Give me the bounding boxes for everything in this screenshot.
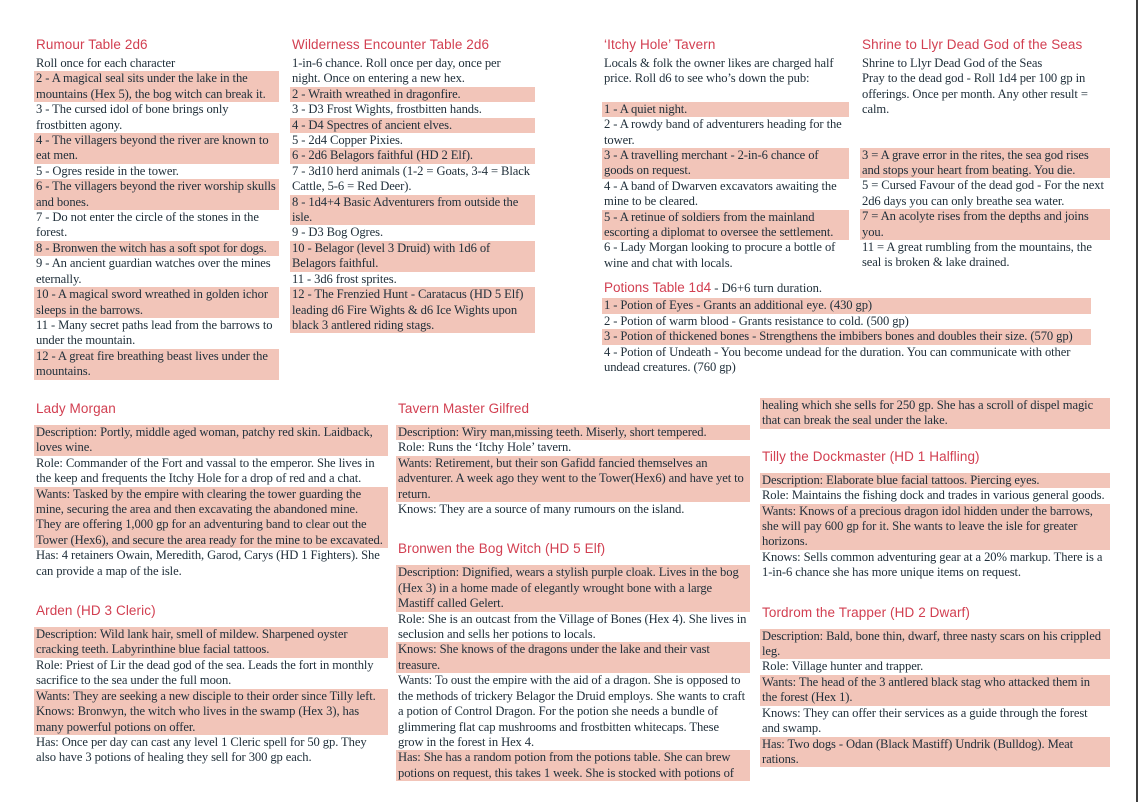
text-row-highlighted: Description: Wild lank hair, smell of mildew. Sharpened oyster cracking teeth. Labyrinthine blue facial tattoos. xyxy=(34,627,388,658)
shrine-rows xyxy=(862,56,1110,271)
text-row-highlighted: 2 - Wraith wreathed in dragonfire. xyxy=(290,87,535,102)
text-row: 1-in-6 chance. Roll once per day, once per night. Once on entering a new hex. xyxy=(292,56,501,86)
text-row: Role: Runs the ‘Itchy Hole’ tavern. xyxy=(398,440,572,455)
text-row: Knows: They can offer their services as a guide through the forest and swamp. xyxy=(762,705,1088,736)
section-title: Rumour Table 2d6 xyxy=(36,37,148,52)
text-row: Has: 4 retainers Owain, Meredith, Garod, Carys (HD 1 Fighters). She can provide a map of the isle. xyxy=(36,548,380,578)
text-row: Has: Once per day can cast any level 1 Cleric spell for 50 gp. They also have 3 potions of healing they sell for 300 gp each. xyxy=(36,734,367,765)
npc-title: Arden (HD 3 Cleric) xyxy=(36,603,156,619)
text-row-highlighted: 5 - A retinue of soldiers from the mainland escorting a diplomat to oversee the settlement. xyxy=(602,210,849,241)
text-row: 9 - D3 Bog Ogres. xyxy=(292,225,383,240)
text-row: Role: Village hunter and trapper. xyxy=(762,659,924,674)
npc-lady-morgan xyxy=(36,401,388,579)
section-title: Wilderness Encounter Table 2d6 xyxy=(292,37,490,52)
text-row-highlighted: Description: Portly, middle aged woman, patchy red skin. Laidback, loves wine. xyxy=(34,425,388,456)
text-row-highlighted: 12 - The Frenzied Hunt - Caratacus (HD 5 Elf) leading d6 Fire Wights & d6 Ice Wights upon black 3 antlered riding stags. xyxy=(290,287,535,333)
text-row-highlighted: 1 - A quiet night. xyxy=(602,102,849,117)
npc-bronwen-continuation xyxy=(762,398,1110,429)
potions-rows xyxy=(604,298,1091,375)
text-row-highlighted: 12 - A great fire breathing beast lives under the mountains. xyxy=(34,349,279,380)
text-row: Role: Priest of Lir the dead god of the sea. Leads the fort in monthly sacrifice to the sea under the full moon. xyxy=(36,657,374,688)
text-row: 4 - A band of Dwarven excavators awaiting the mine to be cleared. xyxy=(604,178,837,209)
text-row-highlighted: 2 - A magical seal sits under the lake in the mountains (Hex 5), the bog witch can break it. xyxy=(34,71,279,102)
text-row-highlighted: 3 = A grave error in the rites, the sea god rises and stops your heart from beating. You die. xyxy=(860,148,1110,179)
text-row: 5 - Ogres reside in the tower. xyxy=(36,163,179,178)
text-row: 9 - An ancient guardian watches over the mines eternally. xyxy=(36,256,271,286)
text-row-highlighted: 1 - Potion of Eyes - Grants an additional eye. (430 gp) xyxy=(602,298,1091,313)
text-row-highlighted: Description: Bald, bone thin, dwarf, three nasty scars on his crippled leg. xyxy=(760,629,1110,660)
text-row: 3 - The cursed idol of bone brings only frostbitten agony. xyxy=(36,102,229,132)
text-row: Role: Maintains the fishing dock and trades in various general goods. xyxy=(762,488,1105,503)
potions-subtitle: - D6+6 turn duration. xyxy=(711,281,823,295)
npc-title: Lady Morgan xyxy=(36,401,116,416)
page-edge-line xyxy=(1136,0,1138,802)
npc-rows xyxy=(762,473,1110,581)
npc-arden xyxy=(36,603,388,766)
text-row: Role: She is an outcast from the Village of Bones (Hex 4). She lives in seclusion and sells her potions to locals. xyxy=(398,611,747,642)
text-row-highlighted: 7 = An acolyte rises from the depths and joins you. xyxy=(860,209,1110,240)
text-row-highlighted: Wants: They are seeking a new disciple to their order since Tilly left. xyxy=(34,689,388,704)
text-row-highlighted: Has: Two dogs - Odan (Black Mastiff) Undrik (Bulldog). Meat rations. xyxy=(760,737,1110,768)
text-row-highlighted: 8 - Bronwen the witch has a soft spot for dogs. xyxy=(34,241,279,256)
text-row-highlighted: Has: She has a random potion from the potions table. She can brew potions on request, this takes 1 week. She is stocked with potions of xyxy=(396,750,750,781)
text-row: 2 - Potion of warm blood - Grants resistance to cold. (500 gp) xyxy=(604,313,909,328)
text-row: 11 = A great rumbling from the mountains, the seal is broken & lake drained. xyxy=(862,240,1092,270)
text-row-highlighted: 3 - Potion of thickened bones - Strengthens the imbibers bones and doubles their size. (570 gp) xyxy=(602,329,1091,344)
text-row: 2 - A rowdy band of adventurers heading for the tower. xyxy=(604,117,842,147)
npc-title: Bronwen the Bog Witch (HD 5 Elf) xyxy=(398,541,606,557)
text-row: 7 - Do not enter the circle of the stones in the forest. xyxy=(36,210,259,240)
text-row: Roll once for each character xyxy=(36,56,176,70)
text-row: Locals & folk the owner likes are charged half price. Roll d6 to see who’s down the pub: xyxy=(604,56,834,86)
text-row-highlighted: Wants: Tasked by the empire with clearing the tower guarding the mine, securing the area and then excavating the abandoned mine. They are offering 1,000 gp for an adventuring band to clear out the Tower (Hex6), and secure the area ready for the mine to be excavated. xyxy=(34,487,388,549)
wilderness-rows xyxy=(292,56,535,333)
text-row-highlighted: healing which she sells for 250 gp. She has a scroll of dispel magic that can break the seal under the lake. xyxy=(760,398,1110,429)
text-row-highlighted: 10 - Belagor (level 3 Druid) with 1d6 of Belagors faithful. xyxy=(290,241,535,272)
npc-rows xyxy=(398,425,750,517)
section-shrine-llyr xyxy=(862,37,1110,271)
text-row-highlighted: 4 - The villagers beyond the river are known to eat men. xyxy=(34,133,279,164)
text-row-highlighted: Knows: Bronwyn, the witch who lives in the swamp (Hex 3), has many powerful potions on offer. xyxy=(34,704,388,735)
section-title: Shrine to Llyr Dead God of the Seas xyxy=(862,37,1083,52)
text-row-highlighted: Wants: Knows of a precious dragon idol hidden under the barrows, she will pay 600 gp for it. She wants to leave the isle for greater horizons. xyxy=(760,504,1110,550)
text-row-highlighted: Wants: The head of the 3 antlered black stag who attacked them in the forest (Hex 1). xyxy=(760,675,1110,706)
text-row-highlighted: 4 - D4 Spectres of ancient elves. xyxy=(290,118,535,133)
text-row: 6 - Lady Morgan looking to procure a bottle of wine and chat with locals. xyxy=(604,240,836,270)
text-row-highlighted: 10 - A magical sword wreathed in golden ichor sleeps in the barrows. xyxy=(34,287,279,318)
text-row: 3 - D3 Frost Wights, frostbitten hands. xyxy=(292,102,482,117)
npc-rows xyxy=(398,565,750,781)
text-row-highlighted: 6 - The villagers beyond the river worship skulls and bones. xyxy=(34,179,279,210)
section-wilderness-encounter-table xyxy=(292,37,535,333)
text-row: Knows: They are a source of many rumours on the island. xyxy=(398,502,685,517)
text-row: 5 = Cursed Favour of the dead god - For the next 2d6 days you can only breathe sea water. xyxy=(862,178,1104,208)
text-row-highlighted: Wants: Retirement, but their son Gafidd fancied themselves an adventurer. A week ago they went to the Tower(Hex6) and have yet to return. xyxy=(396,456,750,502)
section-rumour-table xyxy=(36,37,279,380)
text-row: Pray to the dead god - Roll 1d4 per 100 gp in offerings. Once per month. Any other result = calm. xyxy=(862,71,1088,117)
npc-title: Tilly the Dockmaster (HD 1 Halfling) xyxy=(762,448,980,464)
text-row: 11 - Many secret paths lead from the barrows to under the mountain. xyxy=(36,317,273,348)
text-row: 11 - 3d6 frost sprites. xyxy=(292,271,397,286)
section-title: Potions Table 1d4 xyxy=(604,280,712,295)
text-row: 4 - Potion of Undeath - You become undead for the duration. You can communicate with other undead creatures. (760 gp) xyxy=(604,344,1071,375)
npc-rows xyxy=(762,629,1110,768)
text-row: 7 - 3d10 herd animals (1-2 = Goats, 3-4 = Black Cattle, 5-6 = Red Deer). xyxy=(292,163,530,194)
npc-tilly-dockmaster xyxy=(762,449,1110,581)
text-row-highlighted: 6 - 2d6 Belagors faithful (HD 2 Elf). xyxy=(290,148,535,163)
text-row-highlighted: Description: Elaborate blue facial tattoos. Piercing eyes. xyxy=(760,473,1110,488)
npc-rows xyxy=(762,398,1110,429)
npc-title: Tavern Master Gilfred xyxy=(398,401,530,416)
text-row-highlighted: 3 - A travelling merchant - 2-in-6 chance of goods on request. xyxy=(602,148,849,179)
potions-heading xyxy=(604,280,1091,296)
npc-rows xyxy=(36,627,388,766)
rumour-rows xyxy=(36,56,279,380)
npc-column-left xyxy=(36,401,388,766)
text-row: Wants: To oust the empire with the aid of a dragon. She is opposed to the methods of trickery Belagor the Druid employs. She wants to craft a potion of Control Dragon. For the potion she needs a bundle of glimmering flat cap mushrooms and frostbitten whitecaps. These grow in the forest in Hex 4. xyxy=(398,673,746,749)
text-row: Shrine to Llyr Dead God of the Seas xyxy=(862,56,1043,70)
section-title: ‘Itchy Hole’ Tavern xyxy=(604,37,716,52)
text-row-highlighted: 8 - 1d4+4 Basic Adventurers from outside the isle. xyxy=(290,195,535,226)
npc-tavern-master-gilfred xyxy=(398,401,750,517)
text-row-highlighted: Description: Dignified, wears a stylish purple cloak. Lives in the bog (Hex 3) in a home made of elegantly wrought bone with a large Mastiff called Gelert. xyxy=(396,565,750,611)
npc-rows xyxy=(36,425,388,579)
npc-bronwen-bog-witch xyxy=(398,541,750,781)
npc-column-middle xyxy=(398,401,750,781)
npc-column-right xyxy=(762,398,1110,767)
tavern-rows xyxy=(604,56,849,271)
section-potions-table xyxy=(604,280,1091,375)
text-row: Knows: Sells common adventuring gear at a 20% markup. There is a 1-in-6 chance she has more unique items on request. xyxy=(762,549,1103,580)
text-row: 5 - 2d4 Copper Pixies. xyxy=(292,133,403,148)
npc-tordrom-trapper xyxy=(762,605,1110,768)
text-row-highlighted: Description: Wiry man,missing teeth. Miserly, short tempered. xyxy=(396,425,750,440)
npc-title: Tordrom the Trapper (HD 2 Dwarf) xyxy=(762,604,971,620)
section-itchy-hole-tavern xyxy=(604,37,849,271)
text-row-highlighted: Knows: She knows of the dragons under the lake and their vast treasure. xyxy=(396,642,750,673)
text-row: Role: Commander of the Fort and vassal to the emperor. She lives in the keep and frequents the Itchy Hole for a drop of red and a chat. xyxy=(36,455,375,486)
